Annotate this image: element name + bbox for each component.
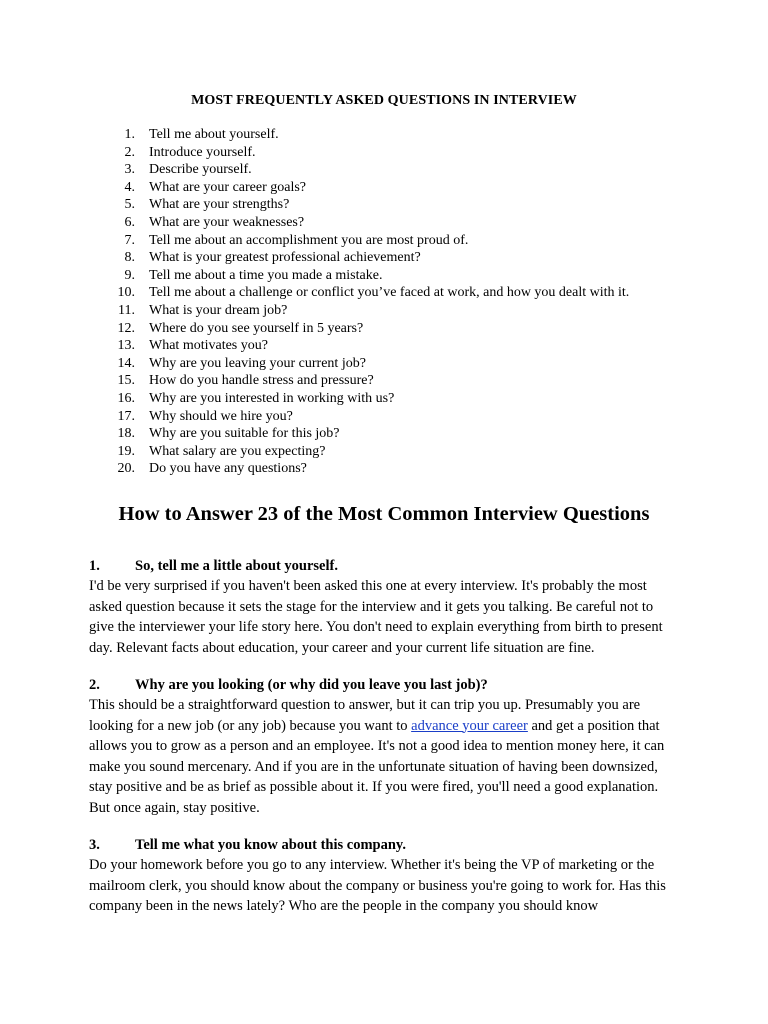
list-item	[100, 196, 629, 214]
list-item-number: 8.	[124, 250, 135, 266]
answer-question-text: Tell me what you know about this company.	[135, 837, 406, 853]
list-item	[100, 372, 629, 390]
list-item	[100, 460, 629, 478]
list-item-text: How do you handle stress and pressure?	[149, 373, 374, 389]
list-item-text: What salary are you expecting?	[149, 443, 326, 459]
list-item	[100, 337, 629, 355]
list-item	[100, 249, 629, 267]
section-title: How to Answer 23 of the Most Common Interview Questions	[118, 503, 650, 525]
list-item-text: Do you have any questions?	[149, 461, 307, 477]
answer-text-before-link: This should be a straightforward question to answer, but it can trip you up. Presumably you are looking for a new job (or any job) because you want to	[89, 697, 641, 734]
list-item	[100, 267, 629, 285]
list-item-number: 3.	[124, 162, 135, 178]
list-item-number: 4.	[124, 179, 135, 195]
list-item-text: Tell me about an accomplishment you are most proud of.	[149, 232, 469, 248]
list-item-number: 14.	[117, 355, 135, 371]
list-item-number: 5.	[124, 197, 135, 213]
advance-career-link[interactable]: advance your career	[411, 717, 528, 734]
list-item-text: Describe yourself.	[149, 162, 252, 178]
answer-paragraph: I'd be very surprised if you haven't been asked this one at every interview. It's probably the most asked question because it sets the stage for the interview and it gets you talking. Be careful not to give the interviewer your life story here. You don't need to explain everything from birth to present day. Relevant facts about education, your career and your current life situation are fine.	[89, 578, 663, 656]
list-item	[100, 232, 629, 250]
list-item	[100, 144, 629, 162]
answer-question-heading	[89, 675, 689, 695]
list-item-number: 10.	[117, 285, 135, 301]
list-item-text: What are your career goals?	[149, 179, 307, 195]
list-item-text: Introduce yourself.	[149, 144, 256, 160]
list-item	[100, 408, 629, 426]
list-item-number: 20.	[117, 461, 135, 477]
list-item-number: 7.	[124, 232, 135, 248]
list-item	[100, 390, 629, 408]
list-item-text: Tell me about yourself.	[149, 127, 279, 142]
list-item-number: 9.	[124, 267, 135, 283]
list-item-text: What is your greatest professional achievement?	[149, 250, 421, 266]
answer-question-text: Why are you looking (or why did you leave you last job)?	[135, 677, 488, 693]
list-item	[100, 126, 629, 144]
list-item-number: 15.	[117, 373, 135, 389]
list-item-text: Why should we hire you?	[149, 408, 293, 424]
list-item-number: 19.	[117, 443, 135, 459]
list-item-text: Why are you interested in working with us?	[149, 390, 395, 406]
list-item-number: 2.	[124, 144, 135, 160]
list-item	[100, 179, 629, 197]
list-item	[100, 302, 629, 320]
answer-question-heading	[89, 556, 689, 576]
list-item	[100, 214, 629, 232]
list-item-number: 11.	[118, 302, 135, 318]
answer-question-heading	[89, 835, 689, 855]
answer-text-after-link: and get a position that allows you to grow as a person and an employee. It's not a good idea to mention money here, it can make you sound mercenary. And if you are in the unfortunate situation of having been downsized, stay positive and be as brief as possible about it. If you were fired, you'll need a good explanation. But once again, stay positive.	[89, 717, 665, 816]
list-item	[100, 161, 629, 179]
list-item-text: What is your dream job?	[149, 302, 288, 318]
list-item-text: What are your strengths?	[149, 197, 290, 213]
list-item	[100, 425, 629, 443]
answer-paragraph: Do your homework before you go to any interview. Whether it's being the VP of marketing or the mailroom clerk, you should know about the company or business you're going to work for. Has this company been in the news lately? Who are the people in the company you should know	[89, 857, 666, 914]
list-item	[100, 320, 629, 338]
answer-number: 2.	[89, 677, 100, 693]
list-item-text: Tell me about a challenge or conflict you’ve faced at work, and how you dealt with it.	[149, 285, 630, 301]
answer-number: 3.	[89, 837, 100, 853]
list-item-number: 1.	[124, 127, 135, 142]
list-item-number: 16.	[117, 390, 135, 406]
list-item	[100, 284, 629, 302]
list-item-text: Tell me about a time you made a mistake.	[149, 267, 383, 283]
page-title: MOST FREQUENTLY ASKED QUESTIONS IN INTERVIEW	[191, 93, 577, 108]
answer-paragraph	[89, 695, 679, 818]
list-item	[100, 443, 629, 461]
list-item-text: Why are you leaving your current job?	[149, 355, 366, 371]
list-item-number: 18.	[117, 426, 135, 442]
list-item-text: What are your weaknesses?	[149, 214, 305, 230]
answer-question-text: So, tell me a little about yourself.	[135, 558, 338, 574]
list-item-text: What motivates you?	[149, 338, 268, 354]
answers-section	[89, 556, 689, 934]
list-item-text: Where do you see yourself in 5 years?	[149, 320, 364, 336]
list-item-number: 17.	[117, 408, 135, 424]
list-item-text: Why are you suitable for this job?	[149, 426, 340, 442]
list-item-number: 13.	[117, 338, 135, 354]
list-item	[100, 355, 629, 373]
answer-number: 1.	[89, 558, 100, 574]
question-list	[100, 126, 629, 478]
list-item-number: 12.	[117, 320, 135, 336]
list-item-number: 6.	[124, 214, 135, 230]
